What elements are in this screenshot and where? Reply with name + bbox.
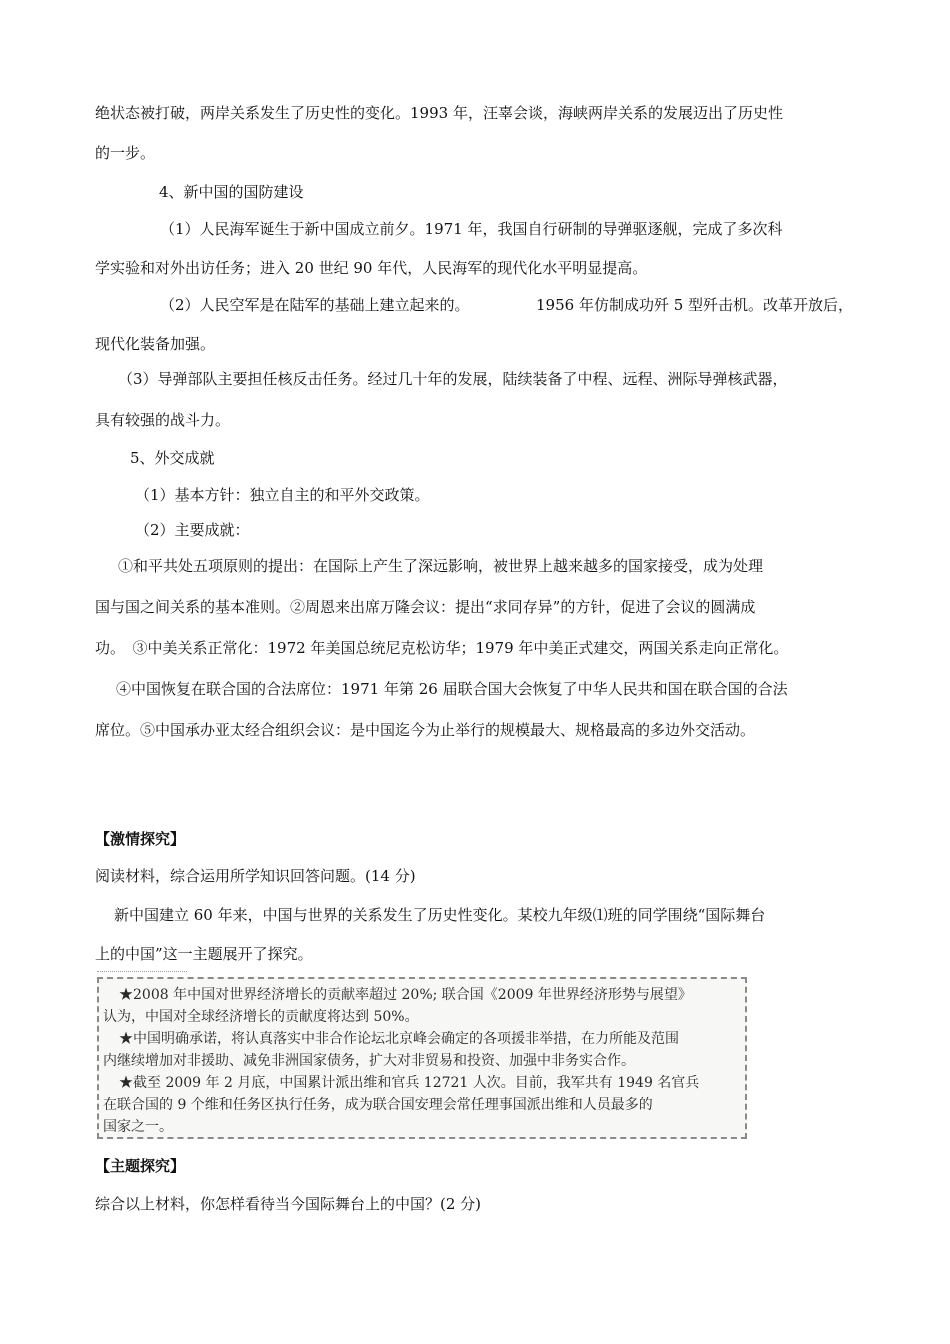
body-line-airforce-1a: （2）人民空军是在陆军的基础上建立起来的。 (160, 296, 470, 314)
material-line-4: 内继续增加对非援助、减免非洲国家债务，扩大对非贸易和投资、加强中非务实合作。 (103, 1053, 635, 1069)
body-line-airforce-1b: 1956 年仿制成功歼 5 型歼击机。改革开放后， (536, 296, 854, 314)
exploration-intro-1: 新中国建立 60 年来，中国与世界的关系发生了历史性变化。某校九年级⑴班的同学围绕“国际舞台 (114, 906, 766, 924)
material-line-5: ★截至 2009 年 2 月底，中国累计派出维和官兵 12721 人次。目前，我军共有 1949 名官兵 (119, 1075, 700, 1091)
material-line-6: 在联合国的 9 个维和任务区执行任务，成为联合国安理会常任理事国派出维和人员最多的 (103, 1097, 653, 1113)
body-line-missile-2: 具有较强的战斗力。 (95, 411, 231, 429)
body-line-navy-1: （1）人民海军诞生于新中国成立前夕。1971 年，我国自行研制的导弹驱逐舰，完成了多次科 (160, 220, 783, 238)
body-line-achv-2: 国与国之间关系的基本准则。②周恩来出席万隆会议：提出“求同存异”的方针，促进了会议的圆满成 (95, 598, 756, 616)
material-box-edge (97, 971, 187, 974)
material-box (97, 977, 747, 1139)
material-line-7: 国家之一。 (103, 1119, 173, 1135)
body-line-airforce-2: 现代化装备加强。 (95, 335, 216, 353)
body-line-achievements: （2）主要成就： (135, 521, 250, 539)
body-line-1: 绝状态被打破，两岸关系发生了历史性的变化。1993 年，汪辜会谈，海峡两岸关系的发展迈出了历史性 (95, 104, 783, 122)
body-line-2: 的一步。 (95, 144, 156, 162)
theme-question: 综合以上材料，你怎样看待当今国际舞台上的中国？(2 分) (95, 1195, 482, 1213)
body-line-achv-5: 席位。⑤中国承办亚太经合组织会议：是中国迄今为止举行的规模最大、规格最高的多边外交活动。 (95, 721, 756, 739)
body-line-achv-4: ④中国恢复在联合国的合法席位：1971 年第 26 届联合国大会恢复了中华人民共和国在联合国的合法 (116, 680, 788, 698)
body-line-navy-2: 学实验和对外出访任务；进入 20 世纪 90 年代，人民海军的现代化水平明显提高。 (95, 259, 648, 277)
material-line-3: ★中国明确承诺，将认真落实中非合作论坛北京峰会确定的各项援非举措，在力所能及范围 (119, 1031, 679, 1047)
exploration-heading: 【激情探究】 (95, 830, 186, 848)
body-line-missile-1: （3）导弹部队主要担任核反击任务。经过几十年的发展，陆续装备了中程、远程、洲际导弹核武器， (118, 370, 788, 388)
body-line-achv-1: ①和平共处五项原则的提出：在国际上产生了深远影响，被世界上越来越多的国家接受，成为处理 (118, 557, 764, 575)
exploration-intro-2: 上的中国”这一主题展开了探究。 (95, 945, 313, 963)
body-line-achv-3: 功。 ③中美关系正常化：1972 年美国总统尼克松访华；1979 年中美正式建交，两国关系走向正常化。 (95, 639, 789, 657)
exploration-instruction: 阅读材料，综合运用所学知识回答问题。(14 分) (95, 867, 416, 885)
material-line-1: ★2008 年中国对世界经济增长的贡献率超过 20%; 联合国《2009 年世界经济形势与展望》 (119, 987, 692, 1003)
theme-heading: 【主题探究】 (95, 1157, 186, 1175)
material-line-2: 认为，中国对全球经济增长的贡献度将达到 50%。 (103, 1009, 419, 1025)
section-heading-diplomacy: 5、外交成就 (130, 449, 215, 467)
body-line-policy: （1）基本方针：独立自主的和平外交政策。 (135, 486, 430, 504)
section-heading-defense: 4、新中国的国防建设 (159, 183, 304, 201)
